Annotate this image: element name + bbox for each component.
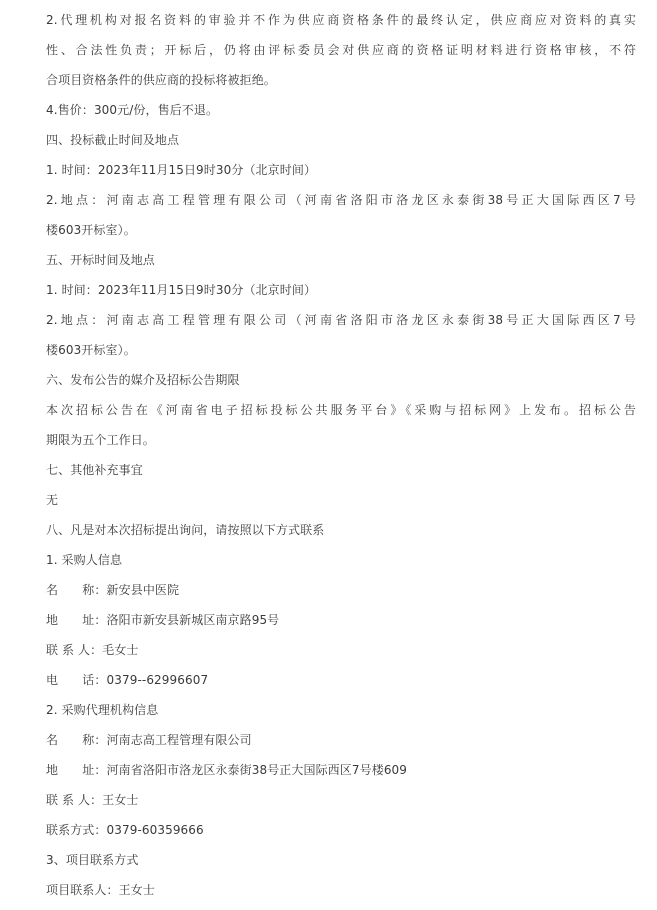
price-line: 4.售价：300元/份，售后不退。: [46, 103, 219, 117]
paragraph-line: 合项目资格条件的供应商的投标将被拒绝。: [46, 73, 276, 87]
agency-name: [46, 731, 636, 749]
deadline-time: 1. 时间：2023年11月15日9时30分（北京时间）: [46, 163, 317, 177]
opening-place-cont: 楼603开标室）。: [46, 343, 136, 357]
field-value: 洛阳市新安县新城区南京路95号: [106, 613, 280, 627]
field-label: 联 系 人：: [46, 793, 103, 807]
field-label: 联系方式：: [46, 823, 107, 837]
section-heading: 五、开标时间及地点: [46, 253, 155, 267]
opening-time: 1. 时间：2023年11月15日9时30分（北京时间）: [46, 283, 317, 297]
field-value: 毛女士: [102, 643, 139, 657]
announcement-period: 期限为五个工作日。: [46, 433, 155, 447]
field-label: 联 系 人：: [46, 643, 103, 657]
field-value: 王女士: [102, 793, 139, 807]
deadline-place: 2.地点：河南志高工程管理有限公司（河南省洛阳市洛龙区永泰街38号正大国际西区7号: [46, 193, 636, 207]
purchaser-address: [46, 611, 636, 629]
opening-place: 2.地点：河南志高工程管理有限公司（河南省洛阳市洛龙区永泰街38号正大国际西区7号: [46, 313, 636, 327]
subsection-heading: 1. 采购人信息: [46, 553, 123, 567]
field-value: 新安县中医院: [106, 583, 180, 597]
subsection-heading: 3、项目联系方式: [46, 853, 139, 867]
field-value: 河南省洛阳市洛龙区永泰街38号正大国际西区7号楼609: [106, 763, 408, 777]
supplementary-text: 无: [46, 493, 59, 507]
subsection-heading: 2. 采购代理机构信息: [46, 703, 159, 717]
purchaser-phone: [46, 671, 636, 689]
field-label: 名 称：: [46, 733, 107, 747]
section-heading: 八、凡是对本次招标提出询问，请按照以下方式联系: [46, 523, 325, 537]
field-value: 河南志高工程管理有限公司: [106, 733, 252, 747]
agency-contact: [46, 791, 636, 809]
agency-phone: [46, 821, 636, 839]
field-label: 项目联系人：: [46, 883, 119, 897]
field-label: 地 址：: [46, 613, 107, 627]
paragraph-line: 性、合法性负责；开标后，仍将由评标委员会对供应商的资格证明材料进行资格审核，不符: [46, 43, 636, 57]
paragraph-line: 2.代理机构对报名资料的审验并不作为供应商资格条件的最终认定，供应商应对资料的真实: [46, 13, 636, 27]
field-label: 电 话：: [46, 673, 107, 687]
field-label: 地 址：: [46, 763, 107, 777]
section-heading: 六、发布公告的媒介及招标公告期限: [46, 373, 240, 387]
field-value: 王女士: [118, 883, 155, 897]
field-value: 0379--62996607: [106, 673, 209, 687]
purchaser-contact: [46, 641, 636, 659]
agency-address: [46, 761, 636, 779]
section-heading: 七、其他补充事宜: [46, 463, 143, 477]
announcement-media: 本次招标公告在《河南省电子招标投标公共服务平台》《采购与招标网》上发布。招标公告: [46, 403, 636, 417]
project-contact: [46, 881, 636, 899]
deadline-place-cont: 楼603开标室）。: [46, 223, 136, 237]
purchaser-name: [46, 581, 636, 599]
section-heading: 四、投标截止时间及地点: [46, 133, 180, 147]
field-value: 0379-60359666: [106, 823, 204, 837]
field-label: 名 称：: [46, 583, 107, 597]
